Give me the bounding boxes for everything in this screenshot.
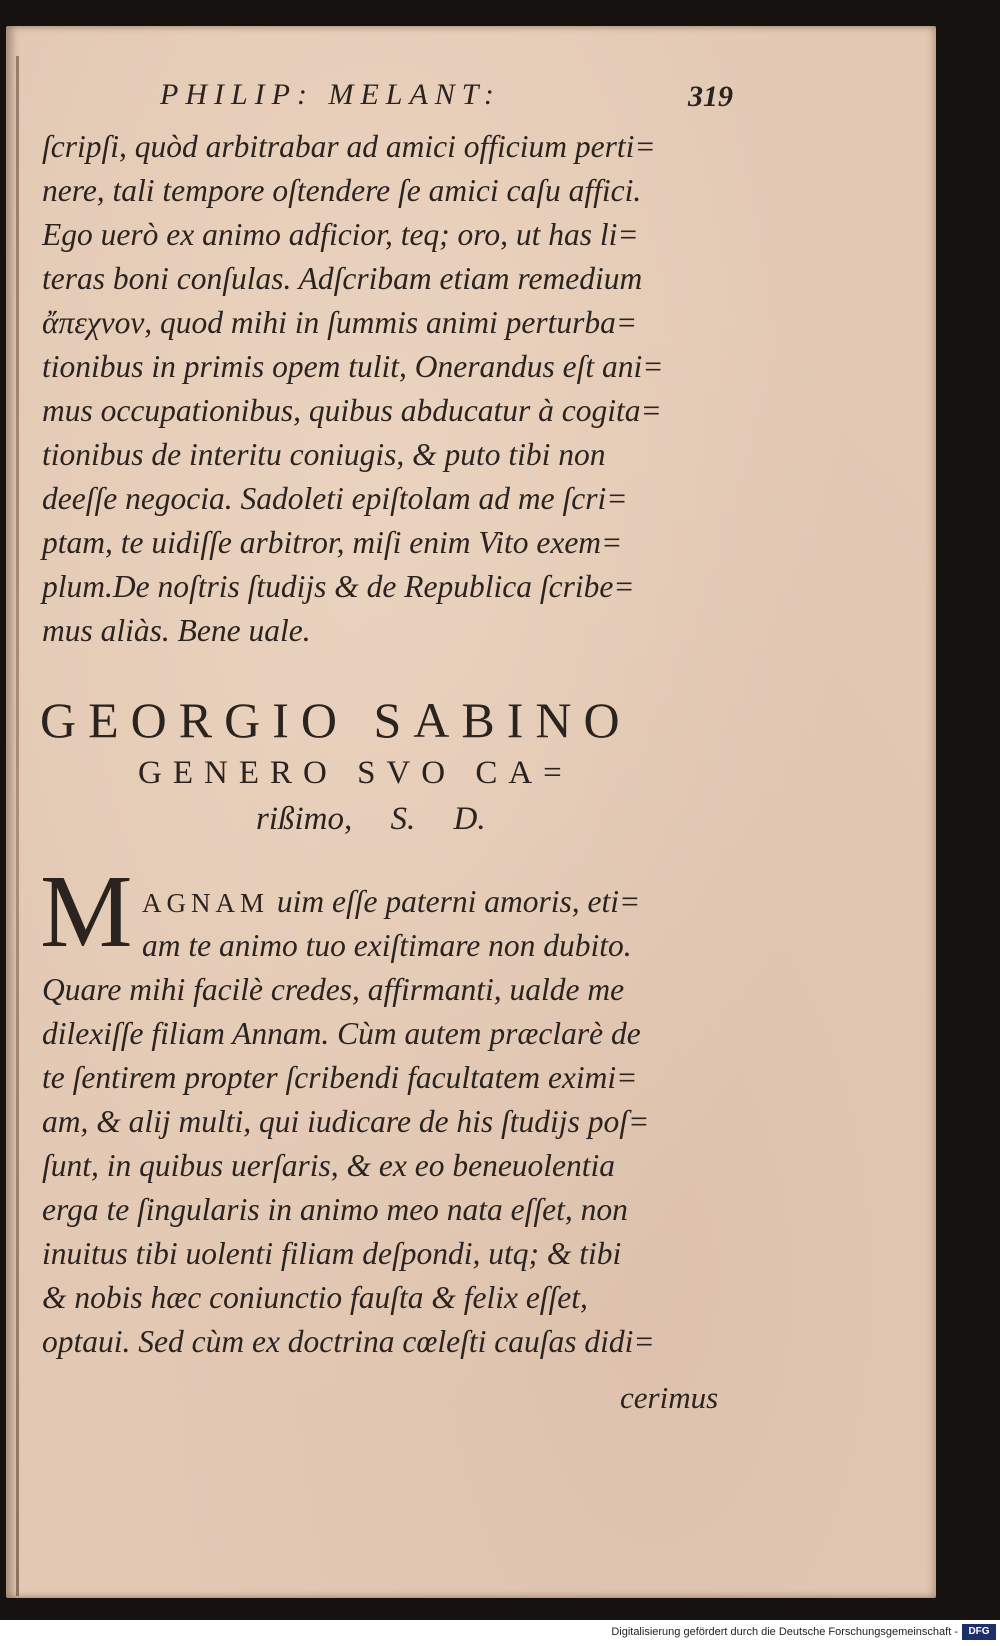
- page-gutter-shadow: [16, 56, 19, 1596]
- text-line: ſunt, in quibus uerſaris, & ex eo beneuolentia: [42, 1148, 616, 1183]
- text-line: optaui. Sed cùm ex doctrina cœleſti cauſas didi=: [42, 1324, 655, 1359]
- opening-word: AGNAM: [142, 888, 270, 918]
- text-line: nere, tali tempore oſtendere ſe amici caſu affici.: [42, 173, 642, 208]
- page-number: 319: [688, 80, 733, 113]
- text-span: uim eſſe paterni amoris, eti=: [269, 884, 641, 919]
- digitization-credit: Digitalisierung gefördert durch die Deutsche Forschungsgemeinschaft -: [611, 1626, 958, 1638]
- text-line: ptam, te uidiſſe arbitror, miſi enim Vito exem=: [42, 525, 623, 560]
- text-line: mus aliàs. Bene uale.: [42, 613, 311, 648]
- text-line: mus occupationibus, quibus abducatur à cogita=: [42, 393, 662, 428]
- text-line: teras boni conſulas. Adſcribam etiam remedium: [42, 261, 643, 296]
- letter-2-heading: [40, 690, 740, 842]
- running-head: PHILIP: MELANT:: [160, 78, 501, 111]
- heading-line: GEORGIO SABINO: [40, 692, 632, 748]
- text-line: inuitus tibi uolenti filiam deſpondi, utq; & tibi: [42, 1236, 622, 1271]
- heading-line: rißimo, S. D.: [256, 801, 486, 837]
- drop-cap: M: [40, 854, 133, 969]
- dfg-logo: DFG: [962, 1624, 996, 1640]
- text-line: plum.De noſtris ſtudijs & de Republica ſcribe=: [42, 569, 635, 604]
- text-line: tionibus in primis opem tulit, Onerandus eſt ani=: [42, 349, 664, 384]
- heading-line: GENERO SVO CA=: [138, 755, 573, 791]
- text-line: & nobis hæc coniunctio fauſta & felix eſſet,: [42, 1280, 588, 1315]
- text-line: tionibus de interitu coniugis, & puto tibi non: [42, 437, 606, 472]
- text-line: ἄπεχνον, quod mihi in ſummis animi perturba=: [42, 305, 638, 340]
- text-line: Quare mihi facilè credes, affirmanti, ualde me: [42, 972, 625, 1007]
- catchword: cerimus: [620, 1380, 719, 1415]
- text-line: [42, 880, 742, 924]
- text-line: deeſſe negocia. Sadoleti epiſtolam ad me ſcri=: [42, 481, 628, 516]
- letter-1-text: [42, 125, 742, 653]
- text-line: erga te ſingularis in animo meo nata eſſet, non: [42, 1192, 628, 1227]
- text-line: dilexiſſe filiam Annam. Cùm autem præclarè de: [42, 1016, 641, 1051]
- text-line: ſcripſi, quòd arbitrabar ad amici officium perti=: [42, 129, 656, 164]
- text-line: te ſentirem propter ſcribendi facultatem eximi=: [42, 1060, 638, 1095]
- letter-2-text: [42, 880, 742, 1364]
- text-line: am te animo tuo exiſtimare non dubito.: [142, 928, 632, 963]
- text-line: Ego uerò ex animo adficior, teq; oro, ut has li=: [42, 217, 639, 252]
- text-line: am, & alij multi, qui iudicare de his ſtudijs poſ=: [42, 1104, 650, 1139]
